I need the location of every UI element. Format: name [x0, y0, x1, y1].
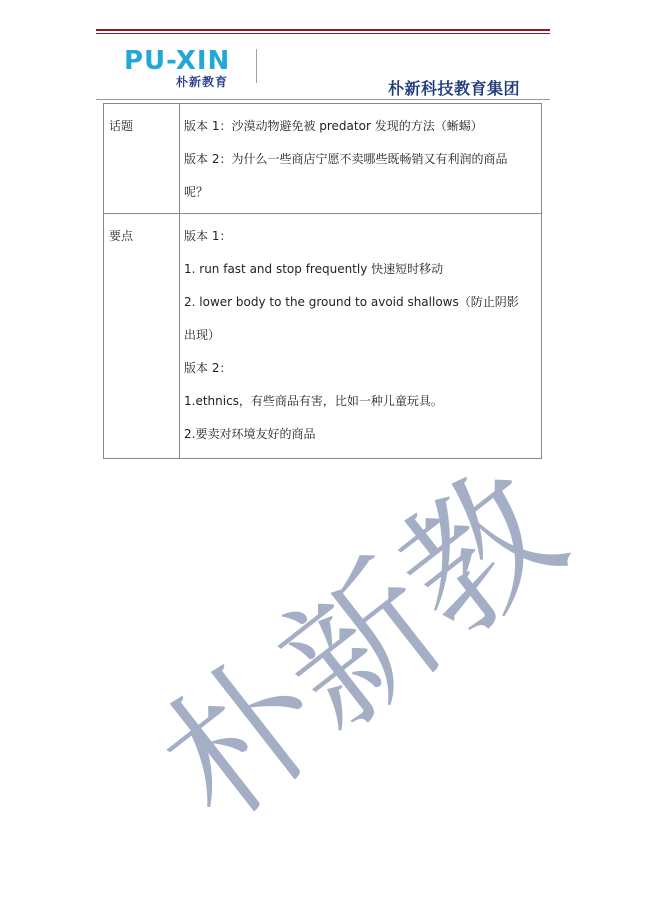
text-line: 版本 2：为什么一些商店宁愿不卖哪些既畅销又有利润的商品 — [184, 152, 508, 166]
row-body-cell — [180, 214, 542, 459]
table-row — [104, 214, 542, 459]
text-line: 2.要卖对环境友好的商品 — [184, 427, 316, 441]
text-line: 1. run fast and stop frequently 快速短时移动 — [184, 262, 444, 276]
top-border-thick — [96, 29, 550, 31]
top-border-thin — [96, 33, 550, 34]
text-line: 版本 2： — [184, 361, 232, 375]
row-label: 要点 — [109, 229, 134, 243]
row-body-cell — [180, 104, 542, 214]
logo-divider — [256, 49, 257, 83]
logo-subtext: 朴新教育 — [176, 75, 229, 89]
text-line: 1.ethnics，有些商品有害，比如一种儿童玩具。 — [184, 394, 443, 408]
logo-text: PU-XIN — [124, 46, 231, 76]
watermark: 朴新教 — [131, 440, 594, 855]
row-label-cell — [104, 104, 180, 214]
text-line: 出现） — [184, 328, 221, 342]
header-rule — [96, 99, 550, 100]
text-line: 2. lower body to the ground to avoid shallows（防止阴影 — [184, 295, 519, 309]
row-label: 话题 — [109, 119, 134, 133]
puxin-logo — [124, 46, 264, 88]
content-table — [103, 103, 542, 459]
row-label-cell — [104, 214, 180, 459]
company-name: 朴新科技教育集团 — [388, 79, 521, 98]
table-row — [104, 104, 542, 214]
text-line: 版本 1： — [184, 229, 232, 243]
text-line: 版本 1：沙漠动物避免被 predator 发现的方法（蜥蜴） — [184, 119, 483, 133]
text-line: 呢？ — [184, 185, 209, 199]
